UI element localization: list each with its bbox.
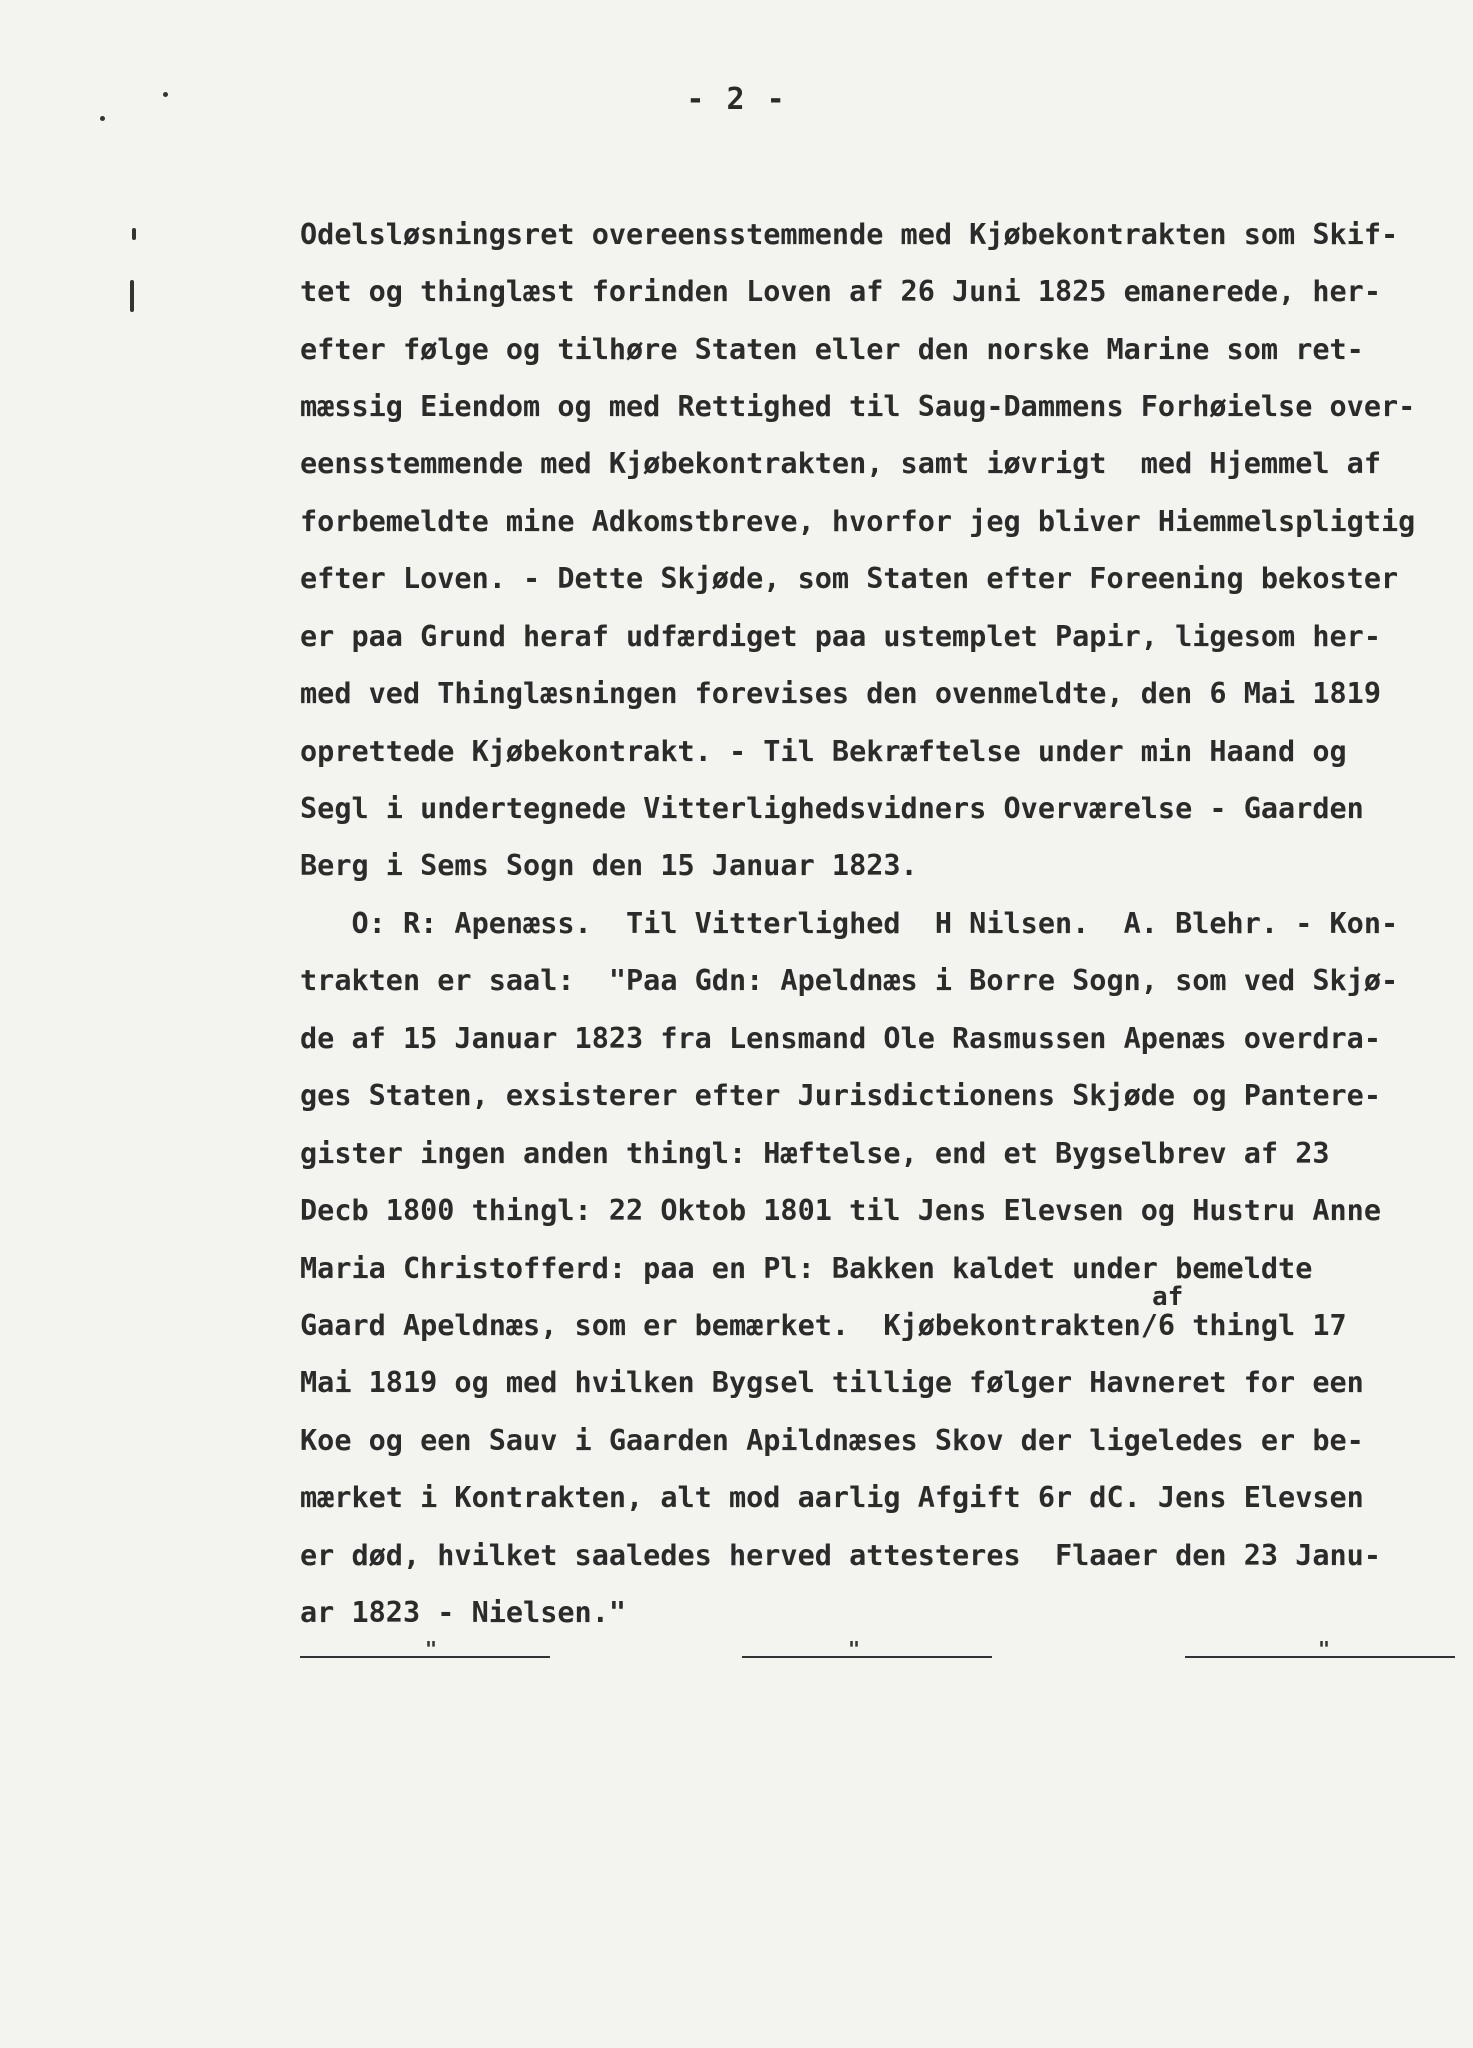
text-line: Segl i undertegnede Vitterlighedsvidners Overværelse - Gaarden: [300, 792, 1364, 825]
text-line: er død, hvilket saaledes herved attesteres Flaaer den 23 Janu-: [300, 1539, 1381, 1572]
text-line: efter følge og tilhøre Staten eller den norske Marine som ret-: [300, 333, 1364, 366]
ditto-mark-3: ": [1318, 1637, 1331, 1661]
text-line: ar 1823 - Nielsen.": [300, 1596, 627, 1629]
text-line: trakten er saal: "Paa Gdn: Apeldnæs i Borre Sogn, som ved Skjø-: [300, 964, 1399, 997]
margin-dot-2: [100, 116, 105, 121]
text-line: de af 15 Januar 1823 fra Lensmand Ole Rasmussen Apenæs overdra-: [300, 1022, 1381, 1055]
text-line: Mai 1819 og med hvilken Bygsel tillige følger Havneret for een: [300, 1366, 1364, 1399]
text-line: Koe og een Sauv i Gaarden Apildnæses Skov der ligeledes er be-: [300, 1424, 1364, 1457]
margin-dot-1: [163, 92, 168, 97]
text-line: med ved Thinglæsningen forevises den ovenmeldte, den 6 Mai 1819: [300, 677, 1381, 710]
text-line: forbemeldte mine Adkomstbreve, hvorfor jeg bliver Hiemmelspligtig: [300, 505, 1416, 538]
text-line: oprettede Kjøbekontrakt. - Til Bekræftelse under min Haand og: [300, 735, 1347, 768]
text-line: ges Staten, exsisterer efter Jurisdictionens Skjøde og Pantere-: [300, 1079, 1381, 1112]
text-line: Maria Christofferd: paa en Pl: Bakken kaldet under bemeldte: [300, 1252, 1313, 1285]
margin-dot-3: [132, 228, 136, 240]
text-line: Berg i Sems Sogn den 15 Januar 1823.: [300, 849, 918, 882]
text-line: Odelsløsningsret overeensstemmende med Kjøbekontrakten som Skif-: [300, 218, 1399, 251]
text-line: tet og thinglæst forinden Loven af 26 Juni 1825 emanerede, her-: [300, 275, 1381, 308]
text-line: Decb 1800 thingl: 22 Oktob 1801 til Jens Elevsen og Hustru Anne: [300, 1194, 1381, 1227]
text-line: Gaard Apeldnæs, som er bemærket. Kjøbekontrakten/6 thingl 17: [300, 1309, 1347, 1342]
text-line: O: R: Apenæss. Til Vitterlighed H Nilsen. A. Blehr. - Kon-: [300, 907, 1399, 940]
page-number: - 2 -: [686, 82, 787, 117]
text-line: efter Loven. - Dette Skjøde, som Staten efter Foreening bekoster: [300, 562, 1399, 595]
text-line: mæssig Eiendom og med Rettighed til Saug-Dammens Forhøielse over-: [300, 390, 1416, 423]
separator-rule-2: [742, 1656, 992, 1658]
margin-dot-4: [130, 280, 134, 312]
ditto-mark-1: ": [425, 1637, 438, 1661]
text-line: eensstemmende med Kjøbekontrakten, samt iøvrigt med Hjemmel af: [300, 447, 1381, 480]
text-line: er paa Grund heraf udfærdiget paa ustemplet Papir, ligesom her-: [300, 620, 1381, 653]
ditto-mark-2: ": [848, 1637, 861, 1661]
interlinear-insertion: af: [1152, 1282, 1184, 1312]
text-line: gister ingen anden thingl: Hæftelse, end et Bygselbrev af 23: [300, 1137, 1330, 1170]
text-line: mærket i Kontrakten, alt mod aarlig Afgift 6r dC. Jens Elevsen: [300, 1481, 1364, 1514]
